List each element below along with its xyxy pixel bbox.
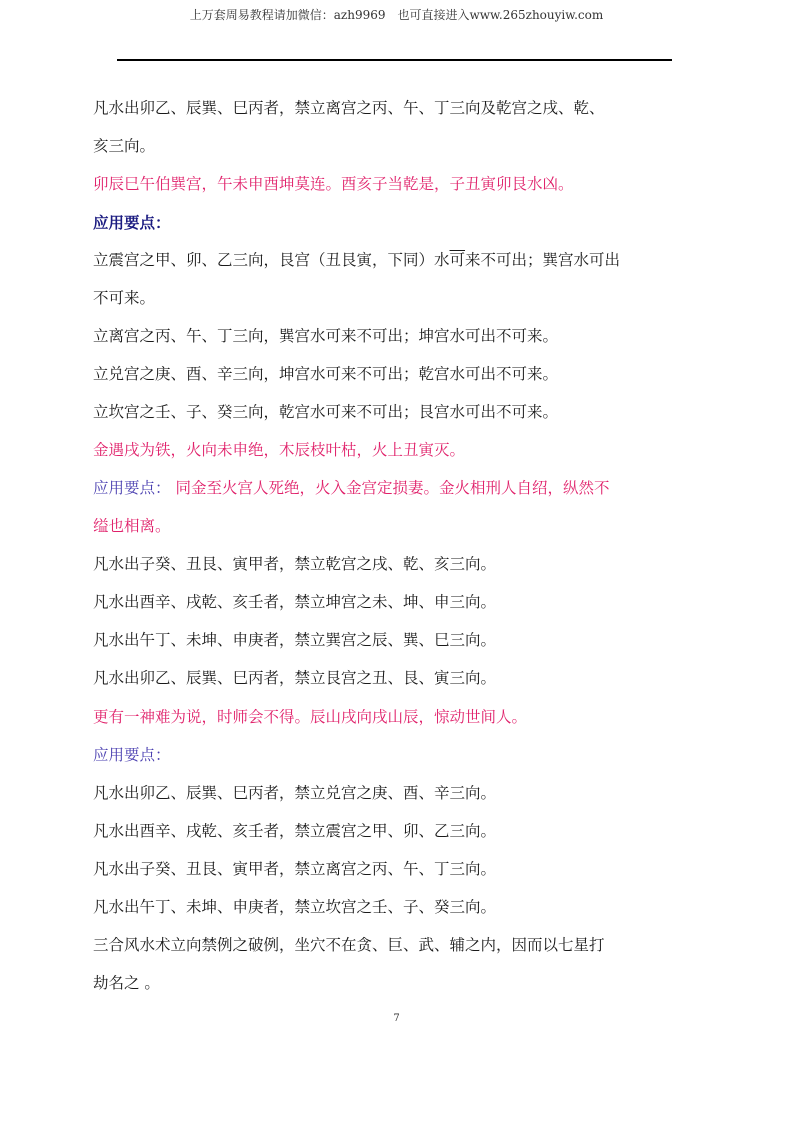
text-line: 凡水出酉辛、戌乾、亥壬者，禁立坤宫之未、坤、申三向。 bbox=[93, 593, 497, 611]
text-line: 劫名之 。 bbox=[93, 974, 160, 992]
text-line: 凡水出酉辛、戌乾、亥壬者，禁立震宫之甲、卯、乙三向。 bbox=[93, 822, 497, 840]
section-heading: 应用要点： bbox=[93, 746, 171, 764]
text-line: 凡水出卯乙、辰巽、巳丙者，禁立离宫之丙、午、丁三向及乾宫之戌、乾、 bbox=[93, 99, 605, 117]
section-heading: 应用要点： bbox=[93, 479, 171, 497]
verse-line: 金遇戌为铁，火向未申绝，木辰枝叶枯，火上丑寅灭。 bbox=[93, 441, 466, 459]
section-heading: 应用要点： bbox=[93, 213, 171, 232]
text-line bbox=[93, 250, 683, 270]
verse-line: 缢也相离。 bbox=[93, 517, 171, 535]
verse-line: 更有一神难为说，时师会不得。辰山戌向戌山辰，惊动世间人。 bbox=[93, 708, 528, 726]
text-line: 不可来。 bbox=[93, 289, 156, 307]
text-line: 凡水出午丁、未坤、申庚者，禁立坎宫之壬、子、癸三向。 bbox=[93, 898, 497, 916]
text-line: 凡水出卯乙、辰巽、巳丙者，禁立艮宫之丑、艮、寅三向。 bbox=[93, 669, 497, 687]
text-line: 亥三向。 bbox=[93, 137, 156, 155]
header-rule bbox=[117, 59, 672, 61]
text-line: 立离宫之丙、午、丁三向，巽宫水可来不可出；坤宫水可出不可来。 bbox=[93, 327, 559, 345]
text-line: 三合风水术立向禁例之破例，坐穴不在贪、巨、武、辅之内，因而以七星打 bbox=[93, 936, 605, 954]
page-header: 上万套周易教程请加微信：azh9969 也可直接进入www.265zhouyiw.com bbox=[189, 8, 604, 22]
text-segment: 立震宫之甲、卯、乙三向，艮宫（丑艮寅，下同）水 bbox=[93, 251, 450, 269]
text-line bbox=[93, 478, 683, 498]
text-segment-overlined: 可 bbox=[449, 251, 466, 269]
text-line: 立坎宫之壬、子、癸三向，乾宫水可来不可出；艮宫水可出不可来。 bbox=[93, 403, 559, 421]
text-line: 凡水出子癸、丑艮、寅甲者，禁立乾宫之戌、乾、亥三向。 bbox=[93, 555, 497, 573]
text-line: 凡水出子癸、丑艮、寅甲者，禁立离宫之丙、午、丁三向。 bbox=[93, 860, 497, 878]
text-line: 凡水出卯乙、辰巽、巳丙者，禁立兑宫之庚、酉、辛三向。 bbox=[93, 784, 497, 802]
verse-segment: 同金至火宫人死绝，火入金宫定损妻。金火相刑人自绍，纵然不 bbox=[175, 479, 610, 497]
text-line: 凡水出午丁、未坤、申庚者，禁立巽宫之辰、巽、巳三向。 bbox=[93, 631, 497, 649]
page-number: 7 bbox=[393, 1013, 400, 1024]
text-line: 立兑宫之庚、酉、辛三向，坤宫水可来不可出；乾宫水可出不可来。 bbox=[93, 365, 559, 383]
text-segment: 来不可出；巽宫水可出 bbox=[465, 251, 621, 269]
verse-line: 卯辰巳午伯巽宫，午未申酉坤莫连。酉亥子当乾是，子丑寅卯艮水凶。 bbox=[93, 175, 574, 193]
